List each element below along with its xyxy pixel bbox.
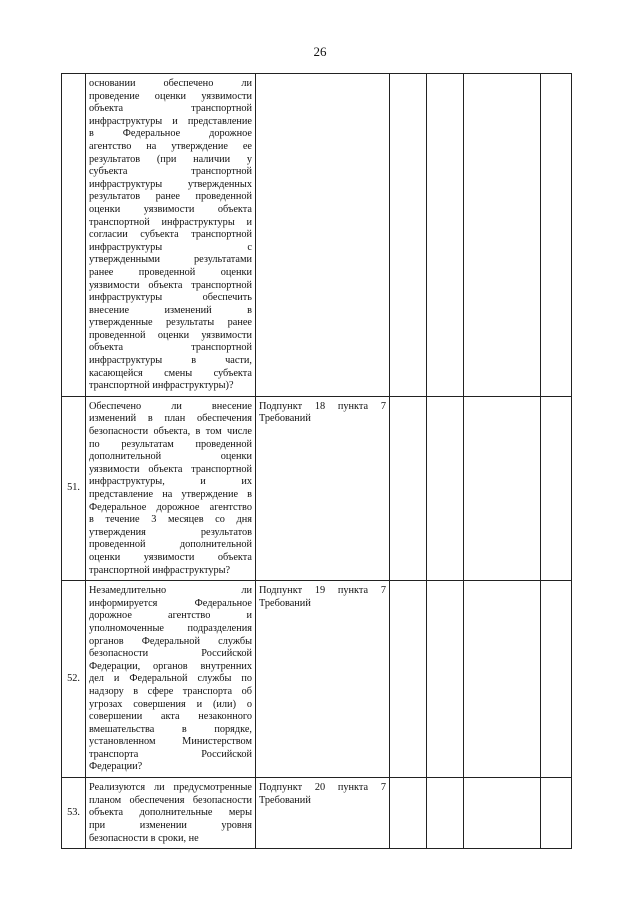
question-line: надзору в сфере транспорта об bbox=[89, 685, 252, 697]
row-number: 53. bbox=[62, 778, 86, 849]
question-line: при изменении уровня bbox=[89, 819, 252, 831]
question-line: представление на утверждение в bbox=[89, 489, 252, 500]
question-line: касающейся смены субъекта bbox=[89, 367, 252, 379]
legal-reference bbox=[256, 396, 390, 580]
question-line: результатов (при наличии у bbox=[89, 153, 252, 165]
question-line: транспортной инфраструктуры? bbox=[89, 564, 231, 576]
question-line: совершении акта незаконного bbox=[89, 711, 252, 723]
page-number: 26 bbox=[313, 44, 327, 59]
question-line: в Федеральное дорожное bbox=[89, 128, 252, 140]
answer-na-cell bbox=[464, 778, 541, 849]
reference-line: Требований bbox=[259, 413, 311, 425]
question-line: по результатам проведенной bbox=[89, 438, 252, 450]
row-number: 51. bbox=[62, 396, 86, 580]
requirement-question bbox=[86, 396, 256, 580]
notes-cell bbox=[541, 74, 572, 397]
question-line: вмешательства в порядке, bbox=[89, 723, 252, 735]
requirement-question bbox=[86, 778, 256, 849]
notes-cell bbox=[541, 778, 572, 849]
answer-na-cell bbox=[464, 74, 541, 397]
table-row bbox=[62, 581, 572, 778]
question-line: объекта транспортной bbox=[89, 103, 252, 115]
answer-no-cell bbox=[427, 778, 464, 849]
legal-reference bbox=[256, 581, 390, 778]
question-line: инфраструктуры с bbox=[89, 241, 252, 253]
question-line: субъекта транспортной bbox=[89, 166, 252, 178]
question-line: органов Федеральной службы bbox=[89, 635, 252, 647]
reference-line: Подпункт 20 пункта 7 bbox=[259, 782, 386, 794]
legal-reference bbox=[256, 778, 390, 849]
question-line: Незамедлительно ли bbox=[89, 585, 252, 597]
question-line: проведенной дополнительной bbox=[89, 539, 252, 551]
checklist-table bbox=[61, 73, 572, 849]
question-line: инфраструктуры, и их bbox=[89, 476, 252, 488]
reference-line: Подпункт 18 пункта 7 bbox=[259, 400, 386, 412]
question-line: уязвимости объекта транспортной bbox=[89, 463, 252, 475]
question-line: основании обеспечено ли bbox=[89, 78, 252, 89]
answer-no-cell bbox=[427, 581, 464, 778]
question-line: транспортной инфраструктуры)? bbox=[89, 380, 234, 392]
reference-line: Подпункт 19 пункта 7 bbox=[259, 585, 386, 597]
question-line: изменений в план обеспечения bbox=[89, 413, 252, 425]
question-line: оценки уязвимости объекта bbox=[89, 551, 252, 563]
question-line: информируется Федеральное bbox=[89, 597, 252, 609]
question-line: безопасности объекта, в том числе bbox=[89, 426, 252, 438]
question-line: безопасности Российской bbox=[89, 648, 252, 660]
question-line: утверждения результатов bbox=[89, 526, 252, 538]
question-line: объекта дополнительные меры bbox=[89, 807, 252, 819]
question-line: безопасности в сроки, не bbox=[89, 832, 199, 844]
question-line: утвержденными результатами bbox=[89, 254, 252, 266]
question-line: транспортной инфраструктуры и bbox=[89, 216, 252, 228]
answer-yes-cell bbox=[390, 396, 427, 580]
row-number: 52. bbox=[62, 581, 86, 778]
notes-cell bbox=[541, 396, 572, 580]
answer-yes-cell bbox=[390, 581, 427, 778]
question-line: объекта транспортной bbox=[89, 342, 252, 354]
row-number bbox=[62, 74, 86, 397]
question-line: утвержденные результаты ранее bbox=[89, 317, 252, 329]
question-line: Обеспечено ли внесение bbox=[89, 400, 252, 412]
answer-no-cell bbox=[427, 74, 464, 397]
question-line: результатов ранее проведенной bbox=[89, 191, 252, 203]
answer-no-cell bbox=[427, 396, 464, 580]
question-line: транспорта Российской bbox=[89, 748, 252, 760]
table-row bbox=[62, 778, 572, 849]
question-line: инфраструктуры обеспечить bbox=[89, 292, 252, 304]
question-line: дорожное агентство и bbox=[89, 610, 252, 622]
question-line: Реализуются ли предусмотренные bbox=[89, 782, 252, 794]
question-line: ранее проведенной оценки bbox=[89, 266, 252, 278]
reference-line: Требований bbox=[259, 794, 311, 806]
question-line: проведенной оценки уязвимости bbox=[89, 329, 252, 341]
question-line: Федерации? bbox=[89, 761, 143, 773]
table-row bbox=[62, 74, 572, 397]
question-line: внесение изменений в bbox=[89, 304, 252, 316]
answer-yes-cell bbox=[390, 74, 427, 397]
question-line: согласии субъекта транспортной bbox=[89, 229, 252, 241]
question-line: дополнительной оценки bbox=[89, 451, 252, 463]
question-line: в течение 3 месяцев со дня bbox=[89, 514, 252, 526]
question-line: установленном Министерством bbox=[89, 736, 252, 748]
question-line: Федерации, органов внутренних bbox=[89, 660, 252, 672]
question-line: агентство на утверждение ее bbox=[89, 140, 252, 152]
question-line: инфраструктуры в части, bbox=[89, 355, 252, 367]
legal-reference bbox=[256, 74, 390, 397]
question-line: инфраструктуры утвержденных bbox=[89, 178, 252, 190]
question-line: планом обеспечения безопасности bbox=[89, 794, 252, 806]
answer-na-cell bbox=[464, 396, 541, 580]
table-row bbox=[62, 396, 572, 580]
question-line: Федеральное дорожное агентство bbox=[89, 501, 252, 513]
question-line: уязвимости объекта транспортной bbox=[89, 279, 252, 291]
answer-na-cell bbox=[464, 581, 541, 778]
reference-line: Требований bbox=[259, 597, 311, 609]
requirement-question bbox=[86, 581, 256, 778]
question-line: дел и Федеральной службы по bbox=[89, 673, 252, 685]
requirement-question bbox=[86, 74, 256, 397]
question-line: проведение оценки уязвимости bbox=[89, 90, 252, 102]
notes-cell bbox=[541, 581, 572, 778]
answer-yes-cell bbox=[390, 778, 427, 849]
question-line: оценки уязвимости объекта bbox=[89, 203, 252, 215]
question-line: угрозах совершения и (или) о bbox=[89, 698, 252, 710]
question-line: уполномоченные подразделения bbox=[89, 622, 252, 634]
question-line: инфраструктуры и представление bbox=[89, 115, 252, 127]
